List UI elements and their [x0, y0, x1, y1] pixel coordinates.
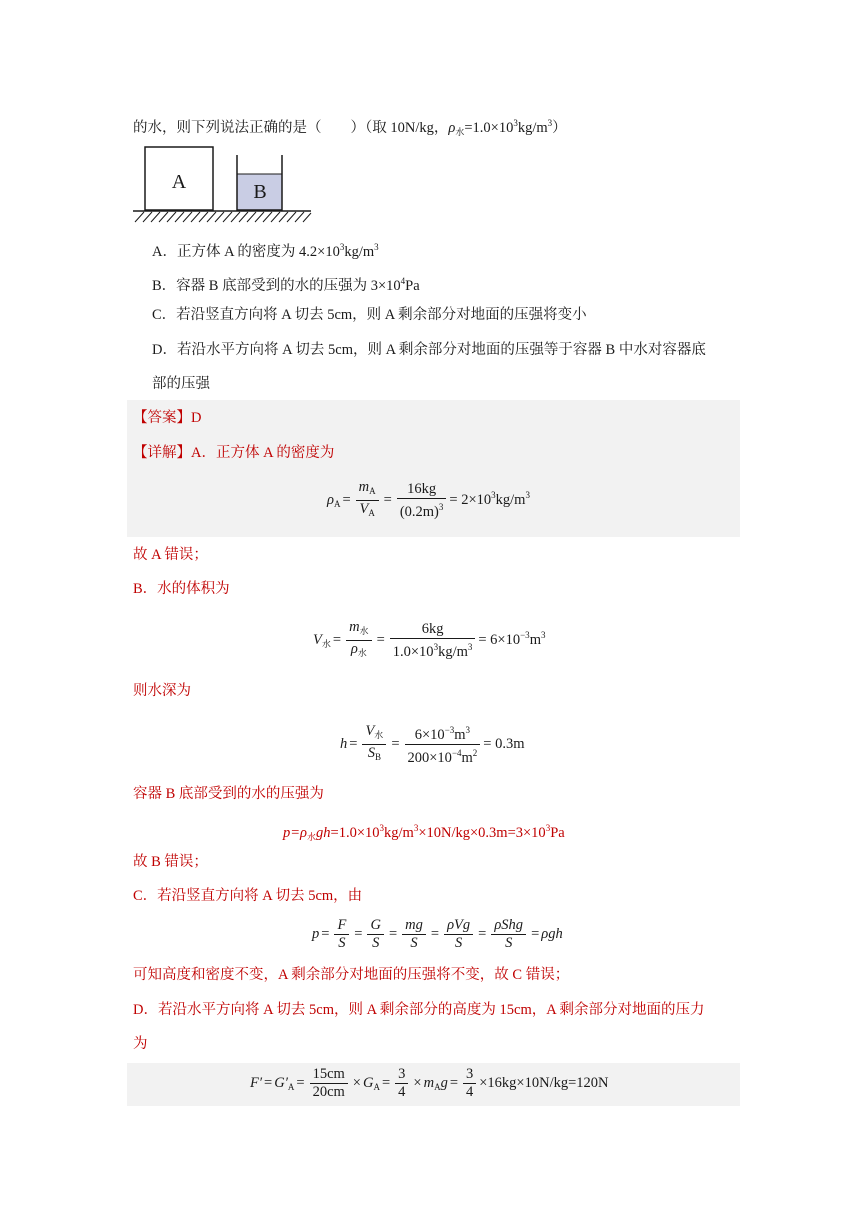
formula-pressure-derivation: p = $\frac{F}{S}$ = $\frac{G}{S}$ = $\frac{mg}{S}$ = $\frac{\text{ρVg}}{S}$ = $\frac{\text{ρShg}}{S}$ = ρgh: [312, 917, 563, 951]
ground-hatch: [135, 212, 311, 222]
formula-remaining-force: $F' = G'_A$ = $\frac{15cm}{20cm}$ × $G_A$ = $\frac{3}{4}$ × $m_Ag$ = $\frac{3}{4}$ ×16kg×10N/kg=120N: [250, 1066, 609, 1100]
answer-label: 【答案】D: [133, 410, 202, 426]
b-wrong: 故 B 错误；: [133, 854, 208, 870]
option-d-line2: 部的压强: [152, 376, 210, 392]
option-a: A．正方体 A 的密度为 $4.2\times 10^3kg/m^3$: [152, 242, 379, 260]
d-line2: 为: [133, 1036, 148, 1052]
formula-water-pressure: $p=\rho_水gh=1.0\times 10^3kg/m^3\times 10N/kg\times 0.3m=3\times 10^3Pa$: [283, 823, 565, 842]
figure-block-and-container: [133, 143, 318, 225]
b-label: B．水的体积为: [133, 581, 230, 597]
pressure-label: 容器 B 底部受到的水的压强为: [133, 786, 324, 802]
depth-label: 则水深为: [133, 683, 191, 699]
label-a: A: [171, 171, 187, 193]
c-conclusion: 可知高度和密度不变，A 剩余部分对地面的压强将不变，故 C 错误；: [133, 967, 570, 983]
label-b: B: [253, 181, 267, 203]
option-d-line1: D．若沿水平方向将 A 切去 5cm，则 A 剩余部分对地面的压强等于容器 B 中水对容器底: [152, 342, 706, 358]
a-wrong: 故 A 错误；: [133, 547, 208, 563]
option-c: C．若沿竖直方向将 A 切去 5cm，则 A 剩余部分对地面的压强将变小: [152, 307, 587, 323]
formula-water-depth: h = $\frac{V_水}{S_B}$ = $\frac{6\times 10^{-3}m^3}{200\times 10^{-4}m^2}$ = 0.3m: [340, 723, 525, 766]
detail-label: 【详解】A．正方体 A 的密度为: [133, 445, 335, 461]
option-b: B．容器 B 底部受到的水的压强为 $3\times 10^4Pa$: [152, 276, 420, 294]
c-label: C．若沿竖直方向将 A 切去 5cm，由: [133, 888, 363, 904]
d-line1: D．若沿水平方向将 A 切去 5cm，则 A 剩余部分的高度为 15cm，A 剩余部分对地面的压力: [133, 1002, 705, 1018]
formula-density-a: $\rho_A$ = $\frac{m_A}{V_A}$ = $\frac{16kg}{(0.2m)^3}$ = $2\times 10^3kg/m^3$: [327, 479, 530, 520]
formula-water-volume: $V_水$ = $\frac{m_水}{\rho_水}$ = $\frac{6kg}{1.0\times 10^3kg/m^3}$ = $6\times 10^{-3}m^3$: [313, 619, 546, 660]
question-stem: 的水，则下列说法正确的是（ ）（取 10N/kg，$\rho_水=1.0\times 10^3kg/m^3$）: [133, 118, 567, 137]
